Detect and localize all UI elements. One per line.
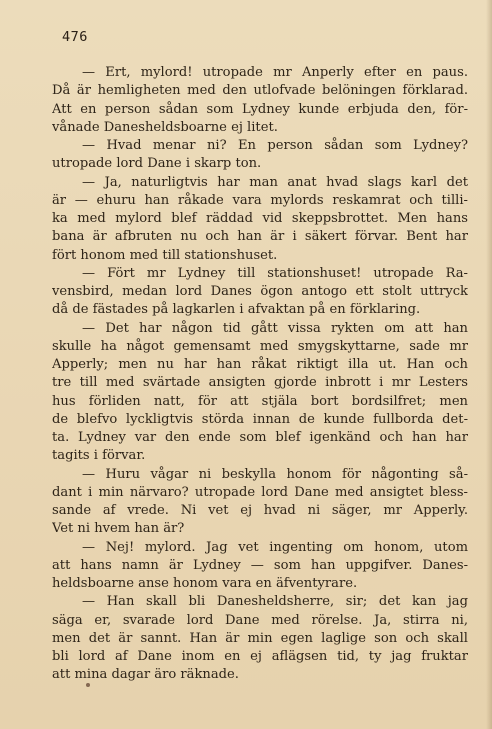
text-line: — Ja, naturligtvis har man anat hvad slags karl det <box>82 174 468 190</box>
text-line: men det är sannt. Han är min egen laglige son och skall <box>52 630 468 646</box>
paragraph <box>52 137 468 174</box>
text-line: — Det har någon tid gått vissa rykten om att han <box>82 320 468 336</box>
text-line: vånade Danesheldsboarne ej litet. <box>52 119 278 135</box>
text-line: sande af vrede. Ni vet ej hvad ni säger, mr Apperly. <box>52 503 468 518</box>
text-line: bli lord af Dane inom en ej aflägsen tid, ty jag fruktar <box>52 649 468 664</box>
paragraph <box>52 320 468 466</box>
text-line: utropade lord Dane i skarp ton. <box>52 156 262 172</box>
text-line: att mina dagar äro räknade. <box>52 667 239 683</box>
text-line: Apperly; men nu har han råkat riktigt illa ut. Han och <box>52 357 468 372</box>
page-number: 476 <box>62 29 88 45</box>
text-line: tre till med svärtade ansigten gjorde inbrott i mr Lesters <box>52 375 468 391</box>
text-line: skulle ha något gemensamt med smygskyttarne, sade mr <box>52 338 468 354</box>
page-edge-shadow <box>486 0 492 729</box>
body-text <box>52 64 468 685</box>
text-line: heldsboarne anse honom vara en äfventyrare. <box>52 576 358 591</box>
text-line: — Nej! mylord. Jag vet ingenting om honom, utom <box>82 539 468 555</box>
text-line: Att en person sådan som Lydney kunde erbjuda den, för- <box>52 101 468 117</box>
text-line: hus förliden natt, för att stjäla bort bordsilfret; men <box>52 393 468 409</box>
paragraph <box>52 64 468 137</box>
text-line: dant i min närvaro? utropade lord Dane med ansigtet bless- <box>52 484 468 500</box>
text-line: att hans namn är Lydney — som han uppgifver. Danes- <box>52 557 468 573</box>
ink-spot <box>86 683 90 687</box>
text-line: ka med mylord blef räddad vid skeppsbrottet. Men hans <box>52 211 468 226</box>
text-line: — Huru vågar ni beskylla honom för någonting så- <box>82 466 468 482</box>
text-line: vensbird, medan lord Danes ögon antogo ett stolt uttryck <box>52 284 468 299</box>
text-line: — Fört mr Lydney till stationshuset! utropade Ra- <box>82 265 468 281</box>
paragraph <box>52 539 468 594</box>
text-line: säga er, svarade lord Dane med rörelse. Ja, stirra ni, <box>52 612 468 628</box>
text-line: — Ert, mylord! utropade mr Anperly efter en paus. <box>82 65 468 80</box>
text-line: ta. Lydney var den ende som blef igenkänd och han har <box>52 430 468 445</box>
text-line: fört honom med till stationshuset. <box>52 247 278 263</box>
paragraph <box>52 593 468 684</box>
text-line: då de fästades på lagkarlen i afvaktan på en förklaring. <box>52 302 421 318</box>
text-line: bana är afbruten nu och han är i säkert förvar. Bent har <box>52 229 468 245</box>
paragraph <box>52 174 468 265</box>
text-line: de blefvo lyckligtvis störda innan de kunde fullborda det- <box>52 411 468 427</box>
text-line: tagits i förvar. <box>52 448 146 464</box>
text-line: är — ehuru han råkade vara mylords reskamrat och tilli- <box>52 192 468 208</box>
paragraph <box>52 466 468 539</box>
text-line: — Han skall bli Danesheldsherre, sir; det kan jag <box>82 594 468 610</box>
text-line: Då är hemligheten med den utlofvade belöningen förklarad. <box>52 83 468 99</box>
text-line: Vet ni hvem han är? <box>52 521 185 537</box>
text-line: — Hvad menar ni? En person sådan som Lydney? <box>82 138 468 153</box>
paragraph <box>52 265 468 320</box>
